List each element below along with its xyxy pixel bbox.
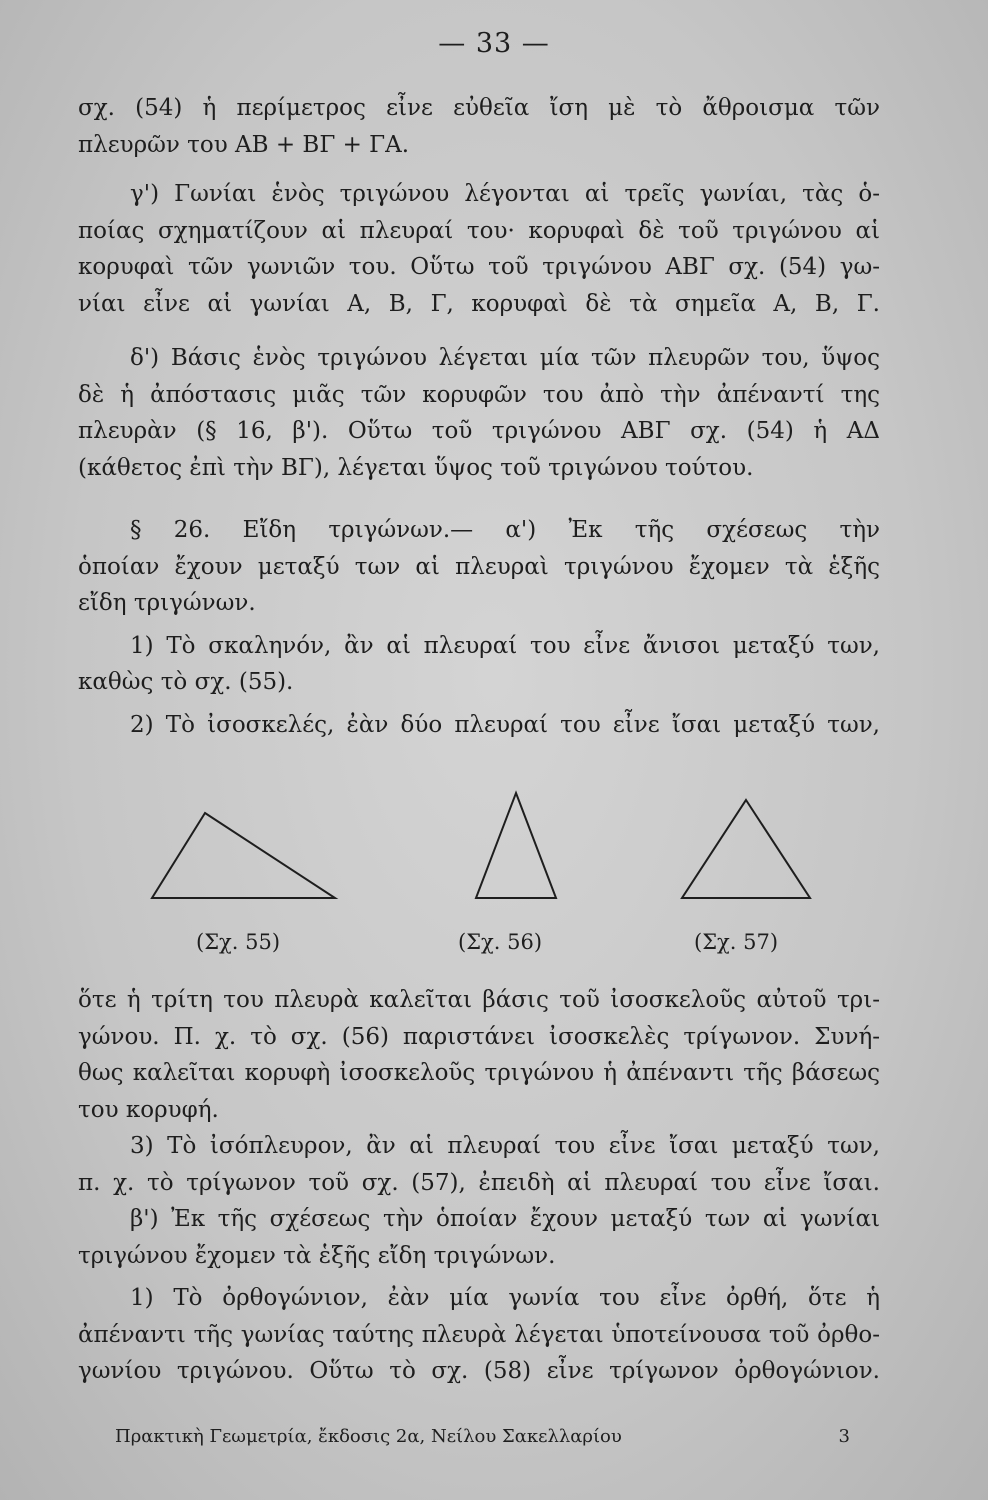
text-line: δ') Βάσις ἑνὸς τριγώνου λέγεται μία τῶν πλευρῶν του, ὕψος <box>130 345 880 371</box>
text-line: ὁποίαν ἔχουν μεταξύ των αἱ πλευραὶ τριγώνου ἔχομεν τὰ ἑξῆς <box>78 553 880 580</box>
page-footer <box>115 1426 850 1447</box>
text-line: (κάθετος ἐπὶ τὴν ΒΓ), λέγεται ὕψος τοῦ τριγώνου τούτου. <box>78 454 754 481</box>
section-heading-line: § 26. Εἴδη τριγώνων.— α') Ἐκ τῆς σχέσεως τὴν <box>130 517 880 543</box>
paragraph-angles <box>78 176 880 322</box>
text-line: 3) Τὸ ἰσόπλευρον, ἂν αἱ πλευραί του εἶνε ἴσαι μεταξύ των, <box>130 1133 880 1159</box>
text-line: νίαι εἶνε αἱ γωνίαι Α, Β, Γ, κορυφαὶ δὲ τὰ σημεῖα Α, Β, Γ. <box>78 290 880 317</box>
text-line: κορυφαὶ τῶν γωνιῶν του. Οὕτω τοῦ τριγώνου ΑΒΓ σχ. (54) γω- <box>78 254 880 280</box>
text-line: γωνίου τριγώνου. Οὕτω τὸ σχ. (58) εἶνε τρίγωνον ὀρθογώνιον. <box>78 1358 880 1384</box>
text-line: εἴδη τριγώνων. <box>78 590 256 616</box>
paragraph-perimeter <box>78 90 880 163</box>
text-line: τριγώνου ἔχομεν τὰ ἑξῆς εἴδη τριγώνων. <box>78 1242 556 1269</box>
text-line: καθὼς τὸ σχ. (55). <box>78 669 294 695</box>
text-line: πλευρῶν του ΑΒ + ΒΓ + ΓΑ. <box>78 131 410 158</box>
paragraph-base-height <box>78 340 880 486</box>
text-line: 1) Τὸ ὀρθογώνιον, ἐὰν μία γωνία του εἶνε ὀρθή, ὅτε ἡ <box>130 1285 880 1311</box>
text-line: γώνου. Π. χ. τὸ σχ. (56) παριστάνει ἰσοσκελὲς τρίγωνον. Συνή- <box>78 1023 880 1050</box>
triangle-figures <box>0 780 988 930</box>
page-number: — 33 — <box>438 28 550 59</box>
text-line: β') Ἐκ τῆς σχέσεως τὴν ὁποίαν ἔχουν μεταξύ των αἱ γωνίαι <box>130 1206 880 1232</box>
text-line: σχ. (54) ἡ περίμετρος εἶνε εὐθεῖα ἴση μὲ τὸ ἄθροισμα τῶν <box>78 95 880 121</box>
text-line: ὅτε ἡ τρίτη του πλευρὰ καλεῖται βάσις τοῦ ἰσοσκελοῦς αὐτοῦ τρι- <box>78 987 880 1013</box>
section-26 <box>78 512 880 743</box>
footer-signature: 3 <box>838 1426 850 1447</box>
isosceles-triangle <box>476 793 556 898</box>
text-line: δὲ ἡ ἀπόστασις μιᾶς τῶν κορυφῶν του ἀπὸ τὴν ἀπέναντί της <box>78 381 880 408</box>
scalene-triangle <box>152 813 335 898</box>
equilateral-triangle <box>682 800 810 898</box>
footer-book-info: Πρακτικὴ Γεωμετρία, ἔκδοσις 2α, Νείλου Σακελλαρίου <box>115 1426 622 1447</box>
text-line: π. χ. τὸ τρίγωνον τοῦ σχ. (57), ἐπειδὴ αἱ πλευραί του εἶνε ἴσαι. <box>78 1169 880 1196</box>
figure-caption-57: (Σχ. 57) <box>694 930 779 954</box>
figure-caption-55: (Σχ. 55) <box>196 930 281 954</box>
text-line: ποίας σχηματίζουν αἱ πλευραί του· κορυφαὶ δὲ τοῦ τριγώνου αἱ <box>78 217 880 244</box>
text-line: γ') Γωνίαι ἑνὸς τριγώνου λέγονται αἱ τρεῖς γωνίαι, τὰς ὁ- <box>130 181 880 207</box>
text-line: 2) Τὸ ἰσοσκελές, ἐὰν δύο πλευραί του εἶνε ἴσαι μεταξύ των, <box>130 711 880 738</box>
text-line: ἀπέναντι τῆς γωνίας ταύτης πλευρὰ λέγεται ὑποτείνουσα τοῦ ὀρθο- <box>78 1321 880 1348</box>
text-line: πλευρὰν (§ 16, β'). Οὕτω τοῦ τριγώνου ΑΒΓ σχ. (54) ἡ ΑΔ <box>78 418 880 444</box>
text-line: θως καλεῖται κορυφὴ ἰσοσκελοῦς τριγώνου ἡ ἀπέναντι τῆς βάσεως <box>78 1060 880 1086</box>
text-line: του κορυφή. <box>78 1096 219 1123</box>
paragraph-triangle-types <box>78 982 880 1390</box>
text-line: 1) Τὸ σκαληνόν, ἂν αἱ πλευραί του εἶνε ἄνισοι μεταξύ των, <box>130 632 880 659</box>
figure-caption-56: (Σχ. 56) <box>458 930 543 954</box>
